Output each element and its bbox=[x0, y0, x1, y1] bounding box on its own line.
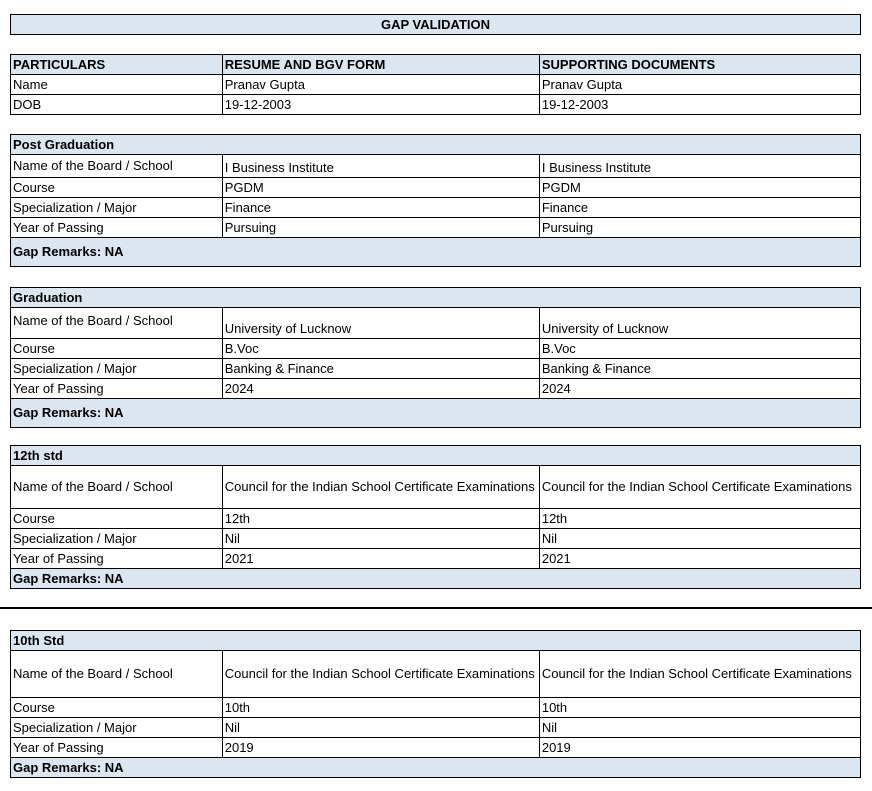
supporting-value: University of Lucknow bbox=[539, 308, 860, 339]
section-title: 10th Std bbox=[11, 631, 861, 651]
section-title: 12th std bbox=[11, 446, 861, 466]
resume-value: Nil bbox=[222, 718, 539, 738]
supporting-value: Council for the Indian School Certificate Examinations bbox=[539, 466, 860, 509]
supporting-value: 2021 bbox=[539, 549, 860, 569]
resume-value: University of Lucknow bbox=[222, 308, 539, 339]
table-row bbox=[11, 651, 861, 698]
resume-value: 12th bbox=[222, 509, 539, 529]
table-row bbox=[11, 466, 861, 509]
resume-value: B.Voc bbox=[222, 339, 539, 359]
section-title: Post Graduation bbox=[11, 135, 861, 155]
row-label: Name of the Board / School bbox=[11, 155, 223, 178]
table-row bbox=[11, 178, 861, 198]
header-resume: RESUME AND BGV FORM bbox=[222, 55, 539, 75]
row-label: Specialization / Major bbox=[11, 718, 223, 738]
row-label: Course bbox=[11, 339, 223, 359]
post-graduation-table bbox=[10, 134, 861, 267]
gap-remarks: Gap Remarks: NA bbox=[11, 758, 861, 778]
resume-value: 2021 bbox=[222, 549, 539, 569]
row-label: Course bbox=[11, 178, 223, 198]
row-label: DOB bbox=[11, 95, 223, 115]
row-label: Name bbox=[11, 75, 223, 95]
supporting-value: 12th bbox=[539, 509, 860, 529]
resume-value: Pranav Gupta bbox=[222, 75, 539, 95]
resume-value: Banking & Finance bbox=[222, 359, 539, 379]
personal-table bbox=[10, 54, 861, 115]
supporting-value: Banking & Finance bbox=[539, 359, 860, 379]
table-row bbox=[11, 339, 861, 359]
resume-value: 2024 bbox=[222, 379, 539, 399]
supporting-value: PGDM bbox=[539, 178, 860, 198]
resume-value: 19-12-2003 bbox=[222, 95, 539, 115]
table-row bbox=[11, 198, 861, 218]
page-break-line bbox=[0, 607, 872, 609]
supporting-value: Nil bbox=[539, 718, 860, 738]
header-supporting: SUPPORTING DOCUMENTS bbox=[539, 55, 860, 75]
supporting-value: Pursuing bbox=[539, 218, 860, 238]
gap-remarks: Gap Remarks: NA bbox=[11, 238, 861, 267]
resume-value: PGDM bbox=[222, 178, 539, 198]
supporting-value: B.Voc bbox=[539, 339, 860, 359]
resume-value: Pursuing bbox=[222, 218, 539, 238]
supporting-value: Finance bbox=[539, 198, 860, 218]
row-label: Course bbox=[11, 509, 223, 529]
row-label: Name of the Board / School bbox=[11, 651, 223, 698]
supporting-value: Pranav Gupta bbox=[539, 75, 860, 95]
supporting-value: Nil bbox=[539, 529, 860, 549]
gap-remarks: Gap Remarks: NA bbox=[11, 569, 861, 589]
table-row bbox=[11, 509, 861, 529]
graduation-table bbox=[10, 287, 861, 428]
table-row bbox=[11, 75, 861, 95]
table-row bbox=[11, 359, 861, 379]
header-particulars: PARTICULARS bbox=[11, 55, 223, 75]
twelfth-std-table bbox=[10, 445, 861, 589]
table-row bbox=[11, 718, 861, 738]
table-row bbox=[11, 308, 861, 339]
table-row bbox=[11, 549, 861, 569]
gap-remarks: Gap Remarks: NA bbox=[11, 399, 861, 428]
supporting-value: 10th bbox=[539, 698, 860, 718]
resume-value: Council for the Indian School Certificate Examinations bbox=[222, 466, 539, 509]
table-row bbox=[11, 738, 861, 758]
supporting-value: Council for the Indian School Certificate Examinations bbox=[539, 651, 860, 698]
table-row bbox=[11, 95, 861, 115]
tenth-std-table bbox=[10, 630, 861, 778]
resume-value: Finance bbox=[222, 198, 539, 218]
resume-value: Nil bbox=[222, 529, 539, 549]
table-row bbox=[11, 155, 861, 178]
row-label: Course bbox=[11, 698, 223, 718]
table-row bbox=[11, 529, 861, 549]
resume-value: Council for the Indian School Certificate Examinations bbox=[222, 651, 539, 698]
row-label: Name of the Board / School bbox=[11, 466, 223, 509]
resume-value: I Business Institute bbox=[222, 155, 539, 178]
resume-value: 2019 bbox=[222, 738, 539, 758]
row-label: Year of Passing bbox=[11, 218, 223, 238]
row-label: Specialization / Major bbox=[11, 198, 223, 218]
supporting-value: 2019 bbox=[539, 738, 860, 758]
row-label: Name of the Board / School bbox=[11, 308, 223, 339]
row-label: Year of Passing bbox=[11, 379, 223, 399]
supporting-value: I Business Institute bbox=[539, 155, 860, 178]
table-row bbox=[11, 698, 861, 718]
supporting-value: 2024 bbox=[539, 379, 860, 399]
header-row bbox=[11, 55, 861, 75]
row-label: Year of Passing bbox=[11, 549, 223, 569]
section-title: Graduation bbox=[11, 288, 861, 308]
page-title: GAP VALIDATION bbox=[10, 14, 861, 35]
supporting-value: 19-12-2003 bbox=[539, 95, 860, 115]
resume-value: 10th bbox=[222, 698, 539, 718]
row-label: Year of Passing bbox=[11, 738, 223, 758]
table-row bbox=[11, 218, 861, 238]
row-label: Specialization / Major bbox=[11, 529, 223, 549]
row-label: Specialization / Major bbox=[11, 359, 223, 379]
table-row bbox=[11, 379, 861, 399]
